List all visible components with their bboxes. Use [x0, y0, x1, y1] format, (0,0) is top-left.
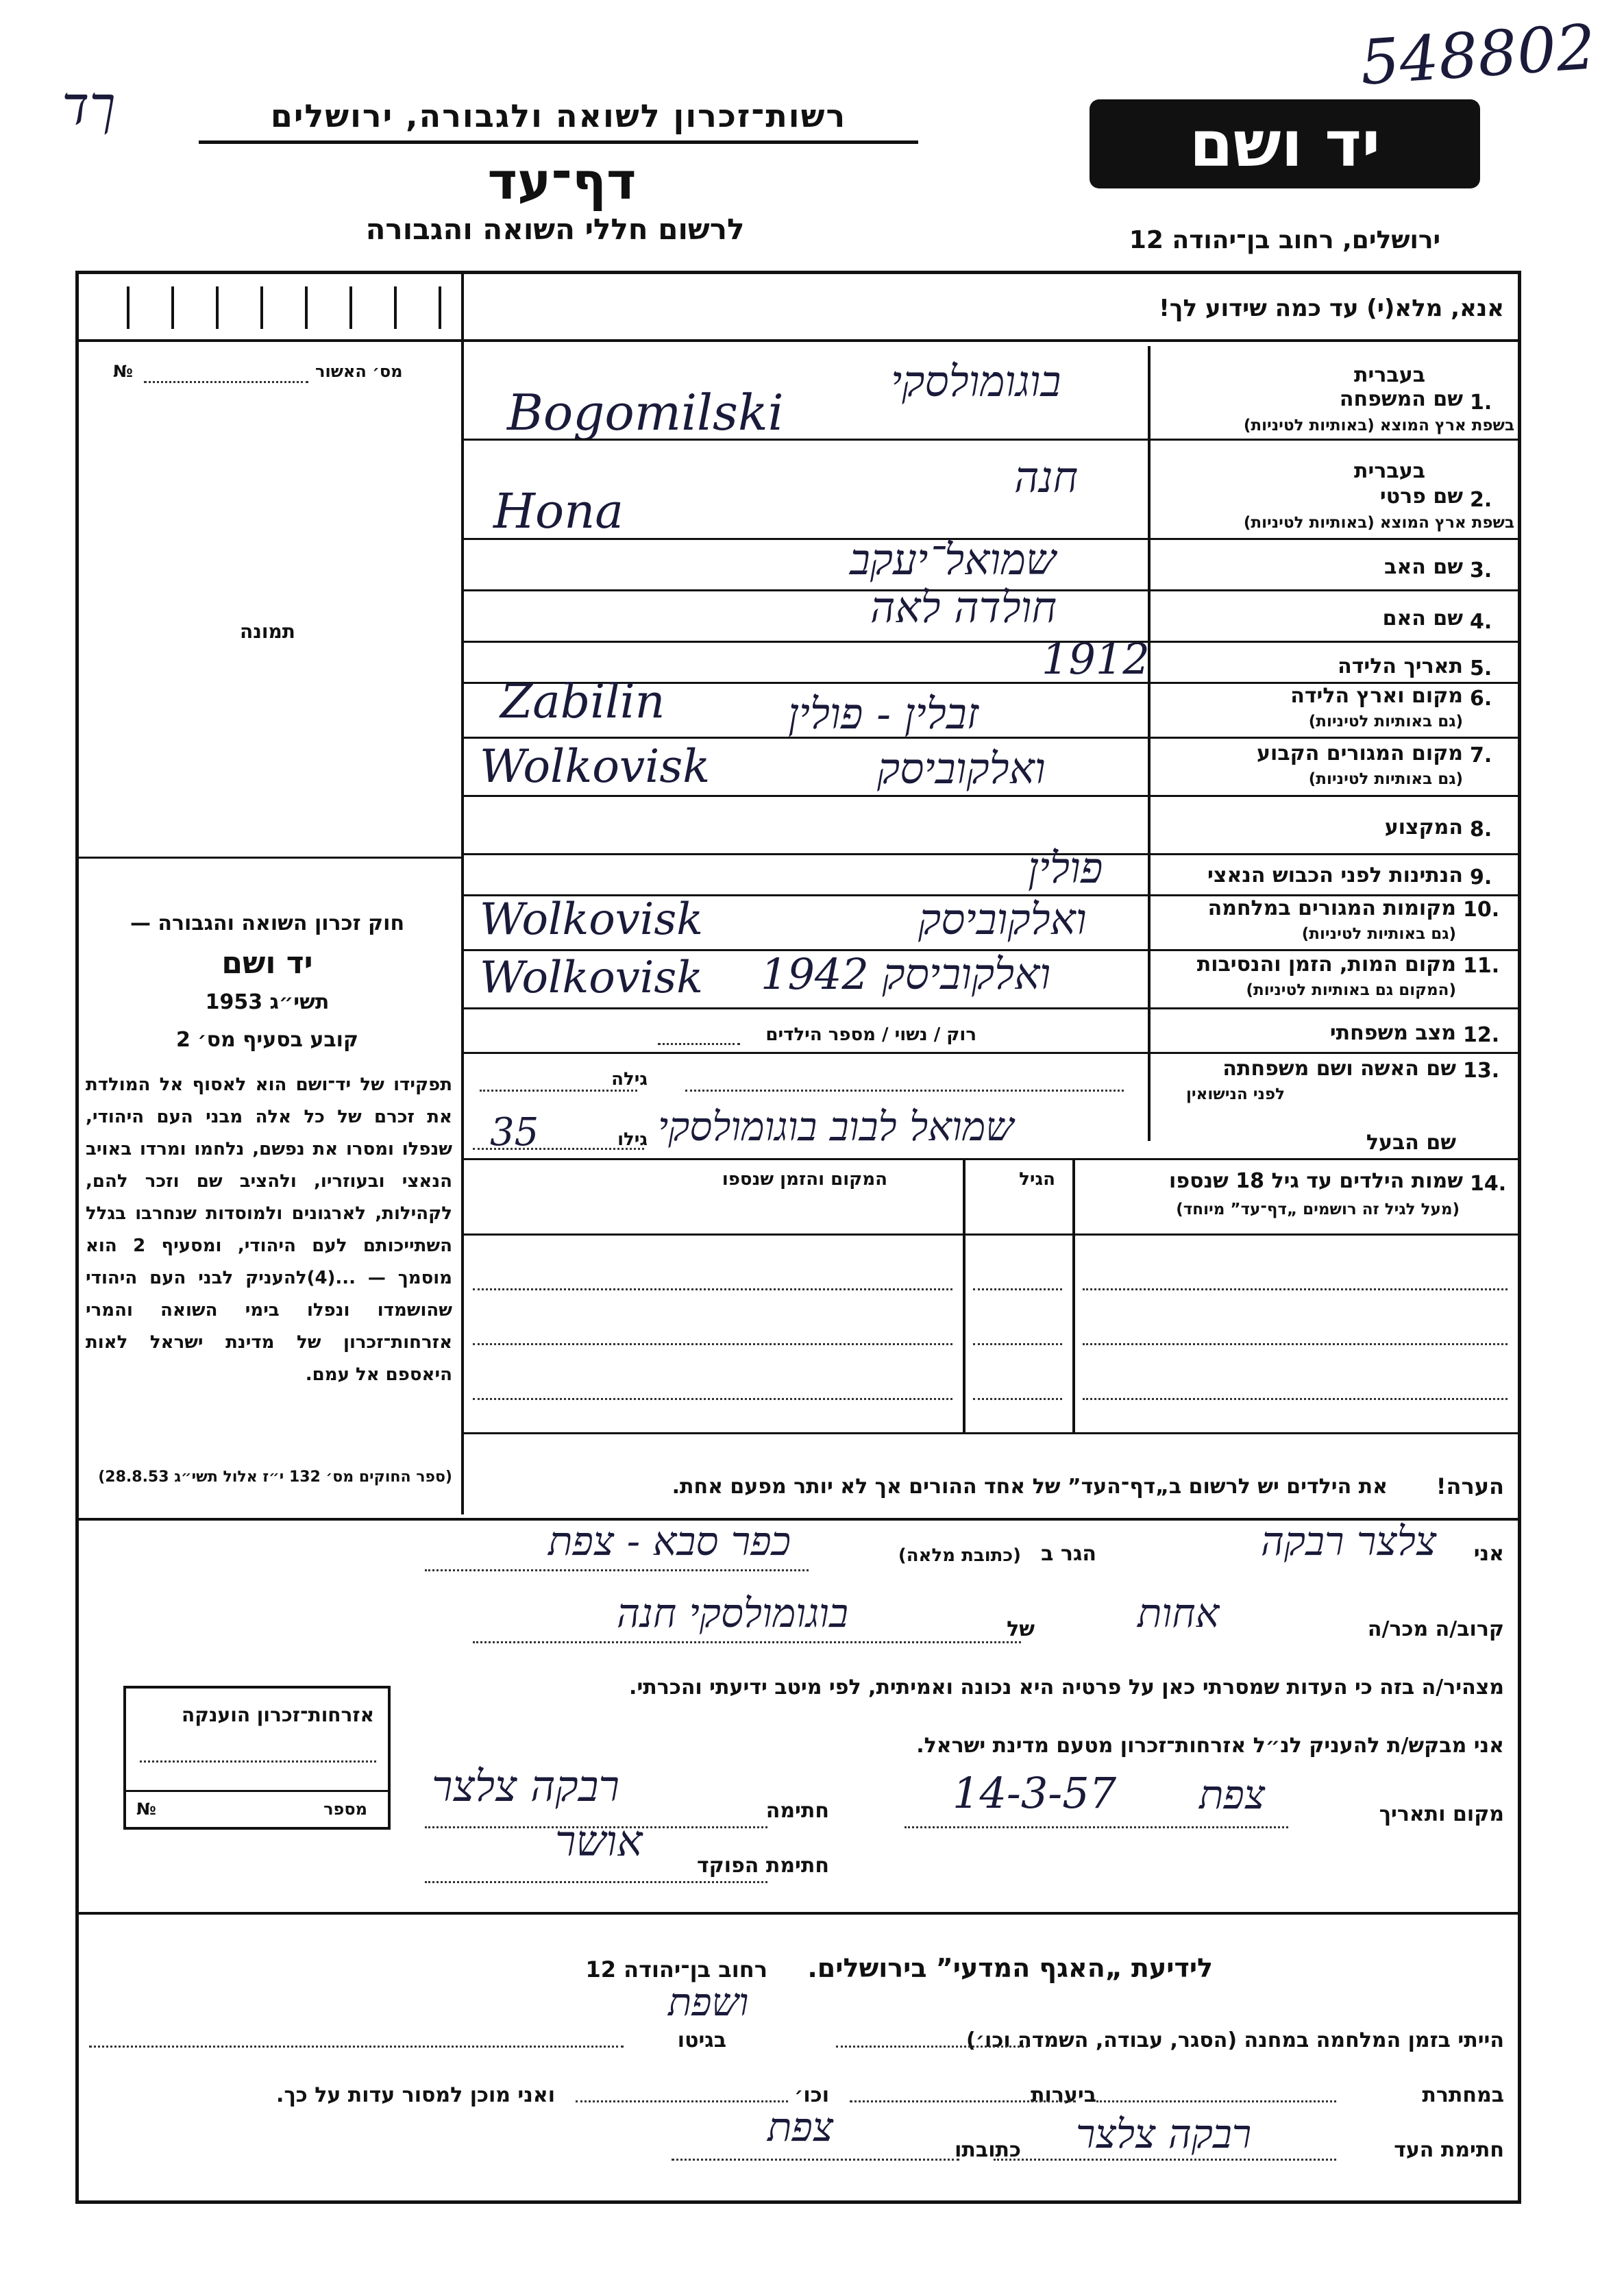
- field-sub: בשפת ארץ המוצא (באותיות לטיניות): [1243, 514, 1514, 532]
- declaration-request: אני מבקש/ת להעניק לנ״ל אזרחות־זכרון מטעם מדינת ישראל.: [916, 1734, 1504, 1758]
- field-hebrew-value: ואלקוביסק: [877, 744, 1046, 794]
- field-number: 7.: [1470, 744, 1492, 768]
- law-name: יד ושם: [221, 946, 313, 981]
- date-value: 14-3-57: [952, 1768, 1117, 1818]
- declarant-value: צלצר רבקה: [1261, 1518, 1437, 1564]
- camp-line: הייתי בזמן המלחמה במחנה (הסגר, עבודה, השמדה וכו׳): [966, 2028, 1504, 2052]
- etc-label: וכו׳: [794, 2083, 829, 2107]
- place-value: צפת: [1199, 1771, 1266, 1818]
- field-number: 6.: [1470, 687, 1492, 711]
- field-label: הנתינות לפני הכבוש הנאצי: [1207, 863, 1463, 887]
- form-title: דף־עד: [487, 152, 637, 211]
- law-source: (ספר החוקים מס׳ 132 י״ז אלול תשי״ג 28.8.53): [98, 1469, 452, 1486]
- field-label: מקום המגורים הקבוע: [1257, 741, 1463, 765]
- archive-number: 548802: [1357, 11, 1598, 99]
- field-label: תאריך הלידה: [1338, 654, 1463, 678]
- field-hebrew-value: ואלקוביסק 1942: [761, 949, 1051, 999]
- ghetto-label: בגיטו: [677, 2028, 726, 2052]
- children-place-header: המקום והזמן שנספו: [722, 1169, 887, 1190]
- footer-handwritten: ושפת: [668, 1980, 749, 2025]
- i-label: אני: [1473, 1542, 1504, 1566]
- field-label: שם האם: [1382, 606, 1463, 630]
- authority-line: רשות־זכרון לשואה ולגבורה, ירושלים: [270, 97, 847, 134]
- field-hebrew-value: פולין: [1028, 843, 1103, 893]
- hebrew-label: בעברית: [1354, 459, 1425, 483]
- field-number: 10.: [1463, 898, 1500, 922]
- permit-box: [79, 274, 461, 339]
- marital-options: רוק / נשוי / מספר הילדים: [765, 1024, 976, 1045]
- field-number: 13.: [1463, 1059, 1500, 1083]
- field-hebrew-value: שמואל־יעקב: [850, 535, 1056, 585]
- citizenship-box: [123, 1686, 391, 1830]
- field-label: שם האב: [1384, 555, 1463, 579]
- header-address: ירושלים, רחוב בן־יהודה 12: [1129, 226, 1441, 254]
- yad-vashem-logo: [1090, 99, 1480, 188]
- witness-sign-label: חתימת העד: [1394, 2138, 1504, 2162]
- children-age-header: הגיל: [1019, 1169, 1055, 1190]
- witness-address-label: כתובתו: [955, 2138, 1021, 2162]
- field-number: 11.: [1463, 954, 1500, 978]
- field-number: 3.: [1470, 558, 1492, 582]
- field-number: 1.: [1470, 391, 1492, 415]
- hebrew-label: בעברית: [1354, 363, 1425, 387]
- permit-mark: №: [113, 362, 133, 381]
- field-number: 8.: [1470, 818, 1492, 842]
- field-hebrew-value: ואלקוביסק: [918, 894, 1087, 944]
- field-number: 4.: [1470, 610, 1492, 634]
- children-number: 14.: [1470, 1172, 1507, 1196]
- field-hebrew-value: חנה: [1014, 452, 1079, 502]
- field-label: מקום המות, הזמן והנסיבות: [1196, 953, 1456, 977]
- field-sub: (גם באותיות לטיניות): [1308, 770, 1463, 788]
- children-sub: (מעל לגיל זה רושמים „דף־עד” מיוחד): [1176, 1201, 1460, 1218]
- relation-value: אחות: [1137, 1590, 1220, 1636]
- deceased-value: בוגומולסקי חנה: [617, 1590, 848, 1636]
- citizenship-number-mark: №: [136, 1800, 156, 1819]
- forests-label: ביערות: [1031, 2083, 1096, 2107]
- citizenship-title: אזרחות־זכרון הוענקה: [182, 1704, 374, 1726]
- field-latin-value: Wolkovisk: [480, 894, 703, 945]
- witness-address-value: צפת: [767, 2104, 834, 2150]
- of-label: של: [1007, 1617, 1035, 1641]
- note-text: את הילדים יש לרשום ב„דף־העד” של אחד ההורים אך לא יותר מפעם אחת.: [672, 1475, 1388, 1499]
- field-sub: לפני הנישואין: [1186, 1085, 1285, 1103]
- field-label: שם פרטי: [1379, 484, 1463, 508]
- field-sub: (גם באותיות לטיניות): [1301, 925, 1456, 943]
- field-sub: (המקום גם באותיות לטיניות): [1246, 981, 1456, 999]
- field-label: מקומות המגורים במלחמה: [1207, 896, 1456, 920]
- declaration-statement: מצהיר/ה בזה כי העדות שמסרתי כאן על פרטיה היא נכונה ואמיתית, לפי מיטב ידיעתי והכרתי.: [629, 1675, 1504, 1699]
- field-latin-value: Hona: [493, 483, 624, 539]
- footer-title: לידיעת „האגף המדעי” בירושלים.: [807, 1953, 1213, 1983]
- husband-value: שמואל לבוב בוגומולסקי: [658, 1103, 1014, 1150]
- place-date-label: מקום ותאריך: [1379, 1802, 1504, 1826]
- field-label: מקום וארץ הלידה: [1290, 684, 1463, 708]
- field-hebrew-value: בוגומולסקי: [891, 356, 1061, 406]
- photo-label: תמונה: [240, 620, 295, 643]
- field-number: 9.: [1470, 866, 1492, 889]
- officer-label: חתימת הפוקד: [697, 1854, 829, 1878]
- citizenship-number-label: מספר: [323, 1800, 367, 1819]
- field-number: 5.: [1470, 656, 1492, 680]
- age-label: גילה: [611, 1069, 648, 1090]
- underground-label: במחתרת: [1422, 2083, 1504, 2107]
- field-latin-value: Zabilin: [500, 675, 665, 729]
- form-subtitle: לרשום חללי השואה והגבורה: [365, 212, 745, 246]
- field-label: מצב משפחתי: [1329, 1021, 1456, 1045]
- resident-label: הגר ב: [1041, 1542, 1096, 1566]
- field-latin-value: Bogomilski: [507, 384, 784, 441]
- field-number: 12.: [1463, 1023, 1500, 1047]
- law-title: חוק זכרון השואה והגבורה —: [130, 911, 405, 935]
- field-latin-value: Wolkovisk: [480, 953, 703, 1003]
- field-hebrew-value: זבלין - פולין: [788, 689, 979, 739]
- law-year: תשי״ג 1953: [205, 990, 330, 1014]
- children-label: שמות הילדים עד גיל 18 שנספו: [1169, 1169, 1463, 1193]
- field-label: המקצוע: [1384, 815, 1463, 839]
- field-number: 2.: [1470, 488, 1492, 512]
- law-body: תפקידו של יד־ושם הוא לאסוף אל המולדת את זכרם של כל אלה מבני העם היהודי, שנפלו ומסרו את נפשם, נלחמו ומרדו באויב הנאצי ובעוזריו, ולהציב שם וזכר להם, לקהילות, לארגונים ולמוסדות שנחרבו בגלל השתייכותם לעם היהודי, ומסעיף 2 הוא מוסמך — ...(4)להעניק לבני העם היהודי שהושמדו ונפלו בימי השואה והמרי אזרחות־זכרון של מדינת ישראל לאות היאספם אל עמם.: [86, 1075, 452, 1385]
- address-hint: (כתובת מלאה): [898, 1545, 1021, 1566]
- field-sub: (גם באותיות לטיניות): [1308, 713, 1463, 731]
- field-label: שם המשפחה: [1339, 387, 1463, 411]
- law-clause: קובע בסעיף מס׳ 2: [175, 1028, 359, 1052]
- witness-sign-value: רבקה צלצר: [1076, 2111, 1252, 2157]
- relative-label: קרוב/ה מכר/ה: [1367, 1617, 1504, 1641]
- corner-mark: ךד: [62, 75, 116, 137]
- note-label: הערה!: [1436, 1473, 1504, 1499]
- permit-label: מס׳ האשור: [315, 362, 403, 381]
- declarant-address-value: כפר סבא - צפת: [548, 1518, 791, 1564]
- field-latin-value: Wolkovisk: [480, 740, 711, 793]
- field-label: שם האשה ושם משפחתה: [1222, 1057, 1456, 1081]
- ready-label: ואני מוכן למסור עדות על כך.: [276, 2083, 555, 2107]
- field-hebrew-value: חולדה לאה: [870, 582, 1057, 633]
- request-line: אנא, מלא(י) עד כמה שידוע לך!: [1159, 295, 1504, 322]
- field-sub: בשפת ארץ המוצא (באותיות לטיניות): [1243, 417, 1514, 434]
- husband-label: שם הבעל: [1366, 1131, 1456, 1155]
- husband-age-label: גילו: [617, 1129, 648, 1150]
- footer-address: רחוב בן־יהודה 12: [585, 1956, 767, 1982]
- field-hebrew-value: 1912: [1042, 634, 1150, 684]
- signature-value: רבקה צלצר: [432, 1761, 619, 1811]
- officer-value: אושר: [555, 1816, 643, 1866]
- logo-text: יד ושם: [1189, 107, 1381, 181]
- signature-label: חתימה: [765, 1799, 829, 1823]
- husband-age-value: 35: [490, 1110, 539, 1155]
